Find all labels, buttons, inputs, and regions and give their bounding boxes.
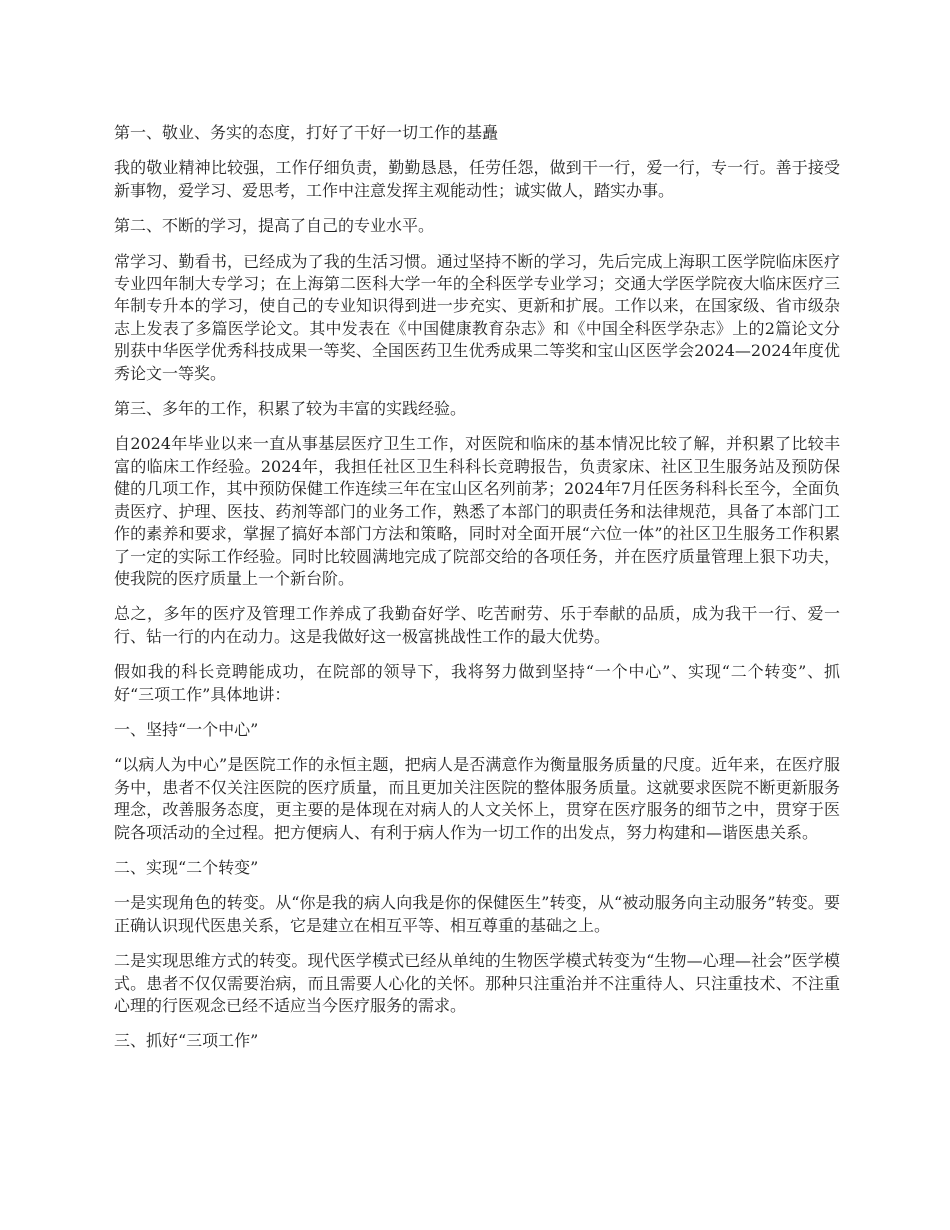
- heading-learning: 第二、不断的学习，提高了自己的专业水平。: [114, 216, 435, 236]
- paragraph-role-change: 一是实现角色的转变。从“你是我的病人向我是你的保健医生”转变，从“被动服务向主动服务”转变。要正确认识现代医患关系，它是建立在相互平等、相互尊重的基础之上。: [114, 893, 840, 935]
- paragraph-one-center: “以病人为中心”是医院工作的永恒主题，把病人是否满意作为衡量服务质量的尺度。近年来，在医疗服务中，患者不仅关注医院的医疗质量，而且更加关注医院的整体服务质量。这就要求医院不断更新服务理念，改善服务态度，更主要的是体现在对病人的人文关怀上，贯穿在医疗服务的细节之中，贯穿于医院各项活动的全过程。把方便病人、有利于病人作为一切工作的出发点，努力构建和—谐医患关系。: [114, 755, 840, 842]
- paragraph-dedication: 我的敬业精神比较强，工作仔细负责，勤勤恳恳，任劳任怨，做到干一行，爱一行，专一行。善于接受新事物，爱学习、爱思考，工作中注意发挥主观能动性；诚实做人，踏实办事。: [114, 158, 840, 200]
- heading-three-tasks: 三、抓好“三项工作”: [114, 1031, 259, 1051]
- document-body: [114, 122, 840, 1066]
- heading-dedication: 第一、敬业、务实的态度，打好了干好一切工作的基矗: [114, 123, 499, 142]
- heading-two-changes: 二、实现“二个转变”: [114, 857, 259, 877]
- paragraph-summary: 总之，多年的医疗及管理工作养成了我勤奋好学、吃苦耐劳、乐于奉献的品质，成为我干一行、爱一行、钻一行的内在动力。这是我做好这一极富挑战性工作的最大优势。: [114, 604, 840, 646]
- paragraph-learning: 常学习、勤看书，已经成为了我的生活习惯。通过坚持不断的学习，先后完成上海职工医学院临床医疗专业四年制大专学习；在上海第二医科大学一年的全科医学专业学习；交通大学医学院夜大临床医疗三年制专升本的学习，使自己的专业知识得到进一步充实、更新和扩展。工作以来，在国家级、省市级杂志上发表了多篇医学论文。其中发表在《中国健康教育杂志》和《中国全科医学杂志》上的2篇论文分别获中华医学优秀科技成果一等奖、全国医药卫生优秀成果二等奖和宝山区医学会2024—2024年度优秀论文一等奖。: [114, 251, 840, 383]
- paragraph-thinking-change: 二是实现思维方式的转变。现代医学模式已经从单纯的生物医学模式转变为“生物—心理—社会”医学模式。患者不仅仅需要治病，而且需要人心化的关怀。那种只注重治并不注重待人、只注重技术、不注重心理的行医观念已经不适应当今医疗服务的需求。: [114, 951, 840, 1015]
- heading-experience: 第三、多年的工作，积累了较为丰富的实践经验。: [114, 399, 467, 419]
- heading-one-center: 一、坚持“一个中心”: [114, 719, 259, 739]
- paragraph-experience: 自2024年毕业以来一直从事基层医疗卫生工作，对医院和临床的基本情况比较了解，并积累了比较丰富的临床工作经验。2024年，我担任社区卫生科科长竞聘报告，负责家床、社区卫生服务站及预防保健的几项工作，其中预防保健工作连续三年在宝山区名列前茅；2024年7月任医务科科长至今，全面负责医疗、护理、医技、药剂等部门的业务工作，熟悉了本部门的职责任务和法律规范，具备了本部门工作的素养和要求，掌握了搞好本部门方法和策略，同时对全面开展“六位一体”的社区卫生服务工作积累了一定的实际工作经验。同时比较圆满地完成了院部交给的各项任务，并在医疗质量管理上狠下功夫，使我院的医疗质量上一个新台阶。: [114, 434, 840, 588]
- paragraph-plan-intro: 假如我的科长竞聘能成功，在院部的领导下，我将努力做到坚持“一个中心”、实现“二个转变”、抓好“三项工作”具体地讲：: [114, 662, 840, 704]
